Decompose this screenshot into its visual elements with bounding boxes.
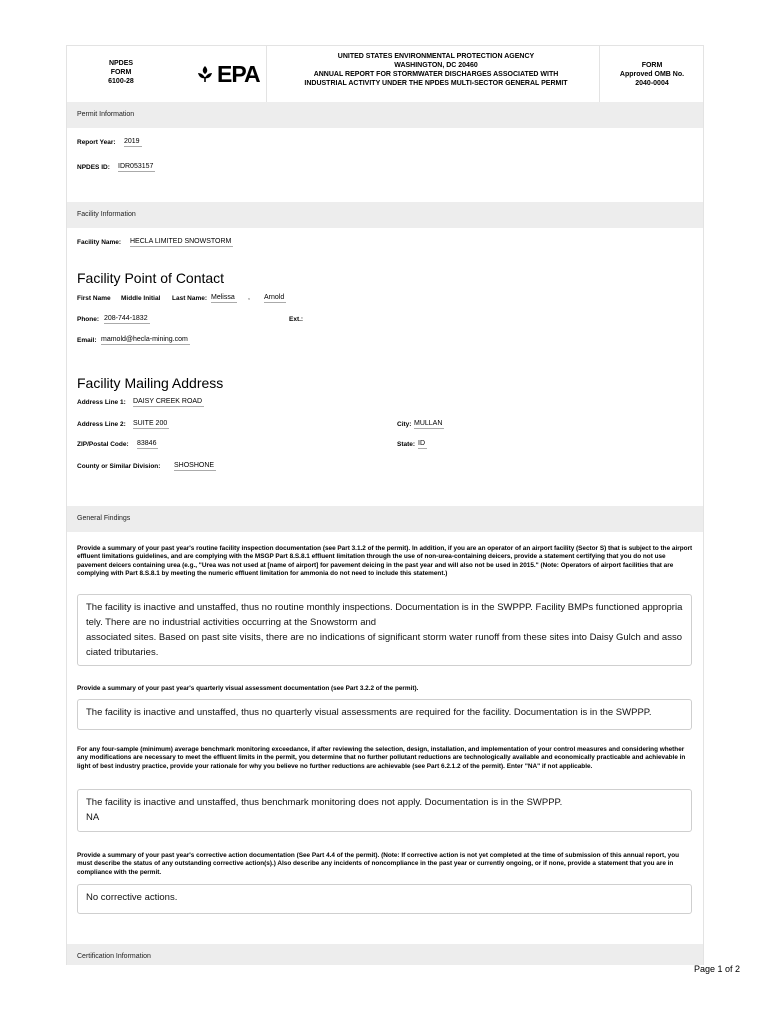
page-number: Page 1 of 2	[693, 964, 740, 974]
ext-label: Ext.:	[289, 316, 304, 323]
facility-information-section: Facility Information	[67, 202, 703, 228]
email-label: Email:	[77, 337, 97, 344]
point-of-contact-heading: Facility Point of Contact	[77, 270, 225, 286]
city-label: City:	[397, 421, 412, 428]
phone-value: 208-744-1832	[104, 315, 148, 322]
county-label: County or Similar Division:	[77, 463, 161, 470]
middle-initial-value: ,	[248, 294, 250, 301]
general-findings-section: General Findings	[67, 506, 703, 532]
first-name-value: Melissa	[211, 294, 235, 301]
zip-label: ZIP/Postal Code:	[77, 441, 129, 448]
address-line-2-value: SUITE 200	[133, 420, 168, 427]
npdes-form-number: NPDES FORM 6100-28	[108, 60, 134, 85]
npdes-id-value: IDR053157	[118, 163, 154, 170]
omb-form-number: FORM Approved OMB No. 2040-0004	[619, 62, 685, 87]
npdes-id-label: NPDES ID:	[77, 164, 110, 171]
benchmark-answer-field[interactable]: The facility is inactive and unstaffed, thus benchmark monitoring does not apply. Documentation is in the SWPPP. NA	[77, 789, 692, 832]
report-year-value: 2019	[124, 138, 140, 145]
corrective-action-answer-field[interactable]: No corrective actions.	[77, 884, 692, 914]
email-value: mamold@hecla-mining.com	[101, 336, 188, 343]
inspection-answer-field[interactable]: The facility is inactive and unstaffed, thus no routine monthly inspections. Documentation is in the SWPPP. Facility BMPs functioned appropriately. There are no industrial activities occurring at the Snowstorm and associated sites. Based on past site visits, there are no indications of significant storm water runoff from these sites into Daisy Gulch and associated tributaries.	[77, 594, 692, 666]
zip-value: 83846	[137, 440, 157, 447]
epa-logo	[196, 61, 260, 87]
last-name-value: Arnold	[264, 294, 285, 301]
report-year-label: Report Year:	[77, 139, 116, 146]
facility-name-label: Facility Name:	[77, 239, 122, 246]
city-value: MULLAN	[414, 420, 443, 427]
benchmark-question: For any four-sample (minimum) average benchmark monitoring exceedance, if after reviewing the selection, design, installation, and implementation of your control measures and considering whether any modifications are necessary to meet the effluent limits in the permit, you determine that no further pollutant reductions are technologically available and economically practicable and achievable in light of best industry practice, provide your rationale for why you believe no further reductions are achievable (see Part 6.2.1.2 of the permit). Enter "NA" if not applicable.	[77, 746, 686, 770]
epa-logo-text: EPA	[217, 60, 260, 87]
inspection-question: Provide a summary of your past year's routine facility inspection documentation (see Part 3.1.2 of the permit). In addition, if you are an operator of an airport facility (Sector S) that is subject to the airport effluent limitations guidelines, and are complying with the MSGP Part 8.S.8.1 effluent limitation through the use of non-urea-containing deicers, provide a statement certifying that you do not use pavement deicers containing urea (e.g., "Urea was not used at [name of airport] for pavement deicing in the past year and will also not be used in 2015." (Note: Operators of airport facilities that are complying with Part 8.S.8.1 by meeting the numeric effluent limitation for ammonia do not need to include this statement.)	[77, 545, 693, 578]
epa-flower-icon	[196, 65, 214, 83]
visual-assessment-question: Provide a summary of your past year's quarterly visual assessment documentation (see Part 3.2.2 of the permit).	[77, 685, 419, 692]
address-line-1-value: DAISY CREEK ROAD	[133, 398, 203, 405]
address-line-2-label: Address Line 2:	[77, 421, 126, 428]
form-header	[66, 45, 704, 103]
first-name-label: First Name	[77, 295, 111, 302]
address-line-1-label: Address Line 1:	[77, 399, 126, 406]
permit-information-section: Permit Information	[67, 102, 703, 128]
certification-information-section: Certification Information	[67, 944, 703, 965]
header-divider	[266, 45, 267, 102]
agency-title: UNITED STATES ENVIRONMENTAL PROTECTION AGENCY WASHINGTON, DC 20460 ANNUAL REPORT FOR STORMWATER DISCHARGES ASSOCIATED WITH INDUSTRIAL ACTIVITY UNDER THE NPDES MULTI-SECTOR GENERAL PERMIT	[304, 53, 568, 87]
state-label: State:	[397, 441, 416, 448]
county-value: SHOSHONE	[174, 462, 215, 469]
last-name-label: Last Name:	[172, 295, 208, 302]
mailing-address-heading: Facility Mailing Address	[77, 375, 224, 391]
corrective-action-question: Provide a summary of your past year's corrective action documentation (See Part 4.4 of the permit). (Note: If corrective action is not yet completed at the time of submission of this annual report, you must describe the status of any outstanding corrective action(s).) Also describe any incidents of noncompliance in the past year or currently ongoing, or if none, provide a statement that you are in compliance with the permit.	[77, 852, 680, 876]
visual-assessment-answer-field[interactable]: The facility is inactive and unstaffed, thus no quarterly visual assessments are required for the facility. Documentation is in the SWPPP.	[77, 699, 692, 730]
facility-name-value: HECLA LIMITED SNOWSTORM	[130, 238, 232, 245]
state-value: ID	[418, 440, 425, 447]
phone-label: Phone:	[77, 316, 100, 323]
middle-initial-label: Middle Initial	[121, 295, 161, 302]
